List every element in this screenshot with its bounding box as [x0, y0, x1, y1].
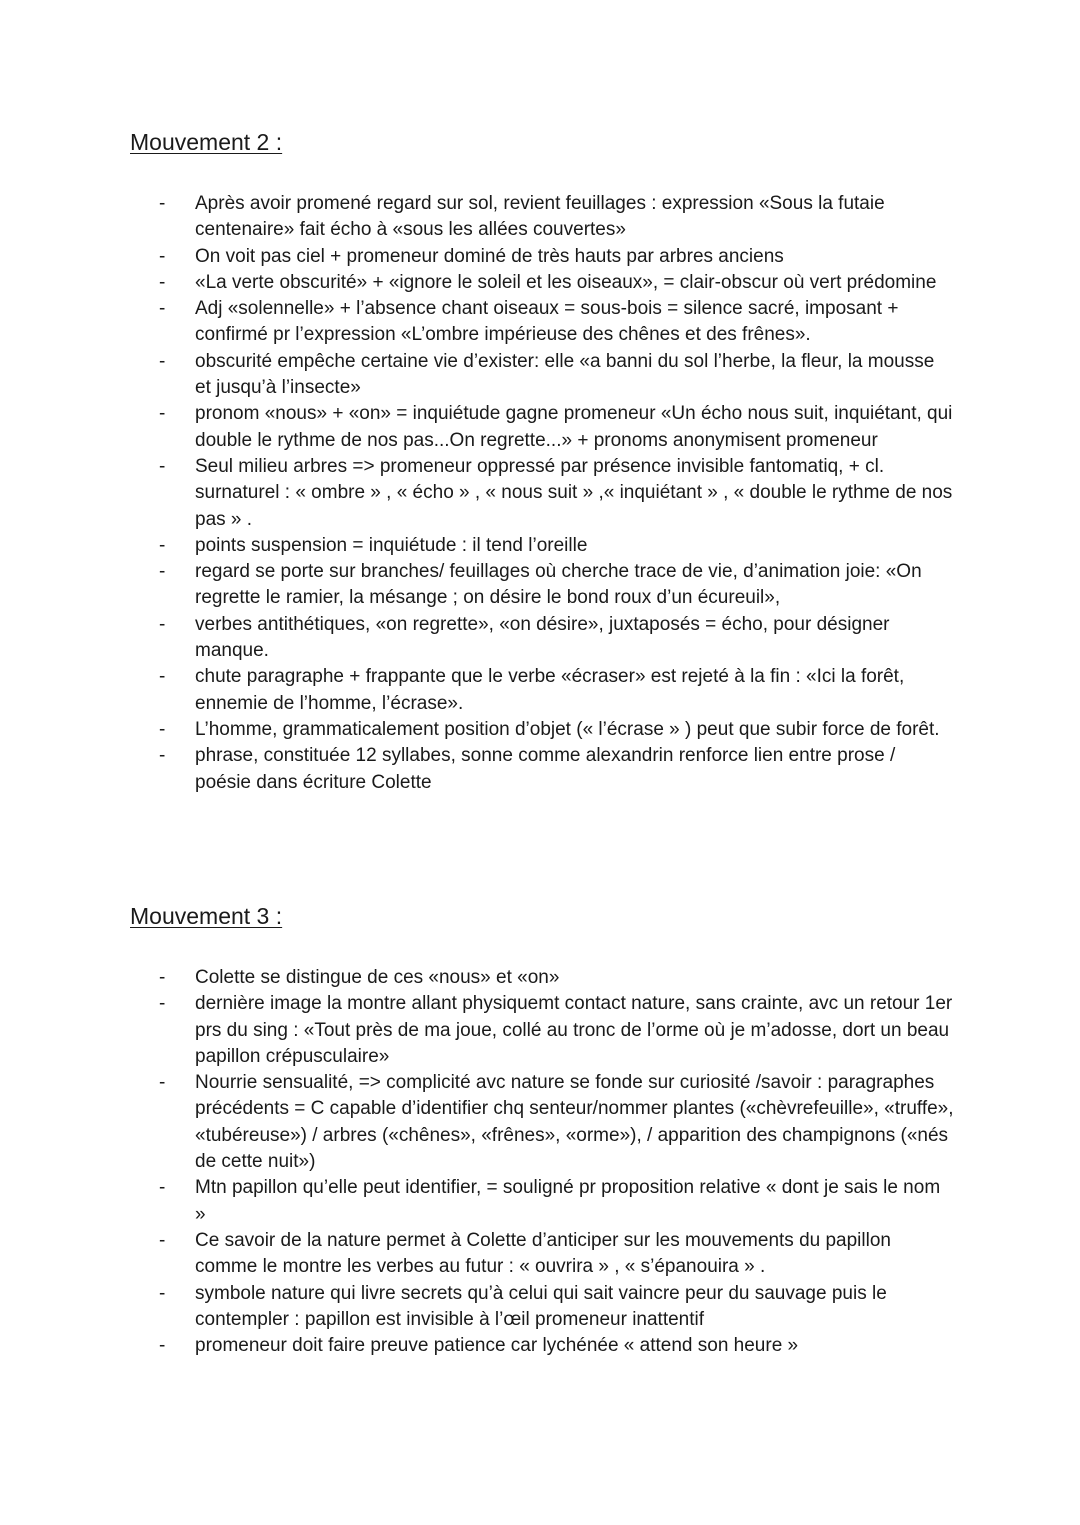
- list-item: [0, 244, 955, 270]
- list-item: [0, 533, 955, 559]
- list-item-text: promeneur doit faire preuve patience car lychénée « attend son heure »: [195, 1335, 799, 1357]
- list-item: [0, 559, 955, 612]
- list-item-text: «La verte obscurité» + «ignore le soleil et les oiseaux», = clair-obscur où vert prédomine: [195, 271, 937, 293]
- list-item: [0, 1333, 955, 1359]
- list-item-text: Nourrie sensualité, => complicité avc nature se fonde sur curiosité /savoir : paragraphes précédents = C capable d’identifier chq senteur/nommer plantes («chèvrefeuille», «truffe», «tubéreuse») / arbres («chênes», «frênes», «orme»), / apparition des champignons («nés de cette nuit»): [195, 1072, 954, 1173]
- list-item: [0, 270, 955, 296]
- bullet-marker: -: [159, 534, 166, 556]
- list-item-text: symbole nature qui livre secrets qu’à celui qui sait vaincre peur du sauvage puis le contempler : papillon est invisible à l’œil promeneur inattentif: [195, 1282, 887, 1330]
- list-item: [0, 991, 955, 1070]
- list-item-text: Colette se distingue de ces «nous» et «on»: [195, 967, 560, 988]
- list-item: [0, 717, 955, 743]
- list-item: [0, 1175, 955, 1228]
- list-item-text: regard se porte sur branches/ feuillages où cherche trace de vie, d’animation joie: «On regrette le ramier, la mésange ; on désire le bond roux d’un écureuil»,: [195, 561, 922, 609]
- bullet-list: [0, 965, 1080, 1359]
- list-item-text: On voit pas ciel + promeneur dominé de très hauts par arbres anciens: [195, 245, 784, 267]
- bullet-marker: -: [159, 745, 166, 767]
- bullet-marker: -: [159, 298, 166, 320]
- bullet-marker: -: [159, 718, 166, 740]
- section-heading: Mouvement 3 :: [130, 903, 283, 929]
- list-item-text: pronom «nous» + «on» = inquiétude gagne promeneur «Un écho nous suit, inquiétant, qui double le rythme de nos pas...On regrette...» + pronoms anonymisent promeneur: [195, 403, 953, 451]
- list-item: [0, 612, 955, 665]
- bullet-marker: -: [159, 193, 166, 214]
- list-item: [0, 1281, 955, 1334]
- list-item-text: Ce savoir de la nature permet à Colette d’anticiper sur les mouvements du papillon comme le montre les verbes au futur : « ouvrira » , « s’épanouira » .: [195, 1229, 891, 1278]
- list-item: [0, 454, 955, 533]
- list-item: [0, 401, 955, 454]
- list-item-text: Après avoir promené regard sur sol, revient feuillages : expression «Sous la futaie centenaire» fait écho à «sous les allées couvertes»: [195, 193, 885, 241]
- bullet-marker: -: [159, 245, 166, 267]
- list-item-text: chute paragraphe + frappante que le verbe «écraser» est rejeté à la fin : «Ici la forêt, ennemie de l’homme, l’écrase».: [195, 666, 905, 714]
- list-item: [0, 1070, 955, 1175]
- list-item-text: points suspension = inquiétude : il tend l’oreille: [195, 534, 588, 556]
- list-item-text: dernière image la montre allant physiquemt contact nature, sans crainte, avc un retour 1er prs du sing : «Tout près de ma joue, collé au tronc de l’orme où je m’adosse, dort un beau papillon crépusculaire»: [195, 993, 953, 1067]
- bullet-marker: -: [159, 455, 166, 477]
- bullet-marker: -: [159, 613, 166, 635]
- bullet-marker: -: [159, 1177, 166, 1199]
- bullet-marker: -: [159, 1072, 166, 1094]
- bullet-marker: -: [159, 1229, 166, 1251]
- list-item-text: obscurité empêche certaine vie d’exister: elle «a banni du sol l’herbe, la fleur, la mousse et jusqu’à l’insecte»: [195, 350, 935, 399]
- bullet-marker: -: [159, 1335, 166, 1357]
- bullet-marker: -: [159, 993, 166, 1015]
- bullet-marker: -: [159, 271, 166, 293]
- list-item-text: verbes antithétiques, «on regrette», «on désire», juxtaposés = écho, pour désigner manque.: [195, 613, 890, 662]
- bullet-marker: -: [159, 666, 166, 688]
- bullet-marker: -: [159, 350, 166, 372]
- list-item: [0, 664, 955, 717]
- list-item-text: Mtn papillon qu’elle peut identifier, = souligné pr proposition relative « dont je sais le nom »: [195, 1177, 941, 1225]
- list-item: [0, 349, 955, 402]
- bullet-marker: -: [159, 403, 166, 425]
- bullet-list: [0, 191, 1080, 796]
- list-item: [0, 743, 955, 796]
- list-item-text: L’homme, grammaticalement position d’objet (« l’écrase » ) peut que subir force de forêt.: [195, 718, 940, 740]
- list-item-text: Seul milieu arbres => promeneur oppressé par présence invisible fantomatiq, + cl. surnaturel : « ombre » , « écho » , « nous suit » ,« inquiétant » , « double le rythme de nos pas » .: [195, 455, 953, 530]
- list-item-text: Adj «solennelle» + l’absence chant oiseaux = sous-bois = silence sacré, imposant + confirmé pr l’expression «L’ombre impérieuse des chênes et des frênes».: [195, 298, 899, 346]
- list-item: [0, 296, 955, 349]
- bullet-marker: -: [159, 967, 166, 988]
- list-item: [0, 1228, 955, 1281]
- list-item: [0, 191, 955, 244]
- section-heading: Mouvement 2 :: [130, 129, 283, 155]
- list-item-text: phrase, constituée 12 syllabes, sonne comme alexandrin renforce lien entre prose / poésie dans écriture Colette: [195, 745, 896, 793]
- bullet-marker: -: [159, 1282, 166, 1304]
- list-item: [0, 965, 955, 991]
- bullet-marker: -: [159, 561, 166, 583]
